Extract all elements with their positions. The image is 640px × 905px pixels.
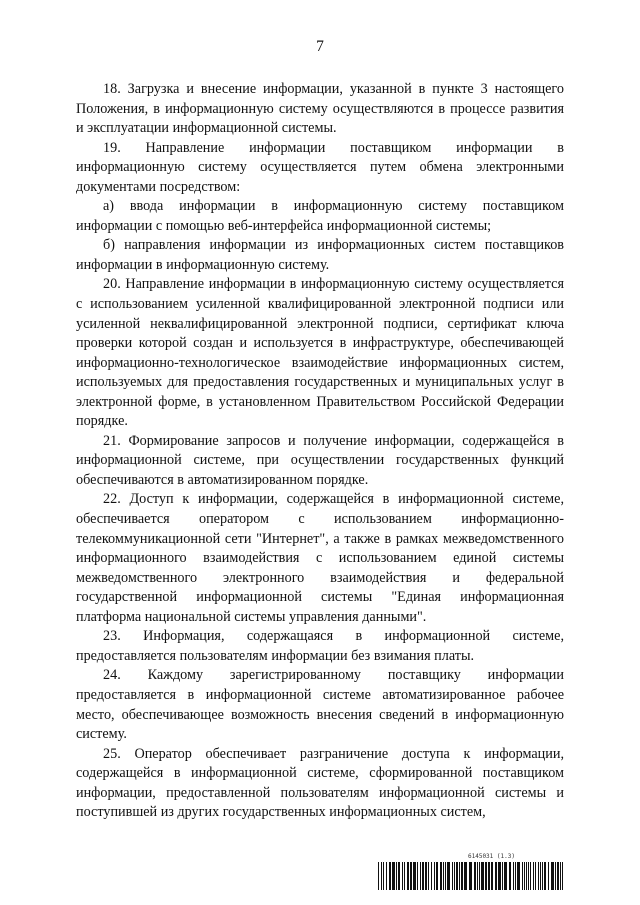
document-barcode <box>378 853 566 893</box>
document-body <box>76 80 564 823</box>
paragraph-19: 19. Направление информации поставщиком информации в информационную систему осуществляется путем обмена электронными документами посредством: <box>76 139 564 195</box>
paragraph-22: 22. Доступ к информации, содержащейся в информационной системе, обеспечивается оператором с использованием информационно-телекоммуникационной сети "Интернет", а также в рамках межведомственного информационного взаимодействия с использованием единой системы межведомственного электронного взаимодействия и федеральной государственной информационной системы "Единая информационная платформа национальной системы управления данными". <box>76 491 564 625</box>
paragraph-20: 20. Направление информации в информационную систему осуществляется с использованием усиленной квалифицированной электронной подписи или усиленной неквалифицированной электронной подписи, сертификат ключа проверки которой создан и используется в инфраструктуре, обеспечивающей информационно-технологическое взаимодействие информационных систем, используемых для предоставления государственных и муниципальных услуг в электронной форме, в установленном Правительством Российской Федерации порядке. <box>76 276 564 430</box>
paragraph-21: 21. Формирование запросов и получение информации, содержащейся в информационной системе, при осуществлении государственных функций обеспечиваются в автоматизированном порядке. <box>76 432 564 488</box>
paragraph-19-a: а) ввода информации в информационную систему поставщиком информации с помощью веб-интерфейса информационной системы; <box>76 198 564 234</box>
paragraph-24: 24. Каждому зарегистрированному поставщику информации предоставляется в информационной системе автоматизированное рабочее место, обеспечивающее возможность внесения сведений в информационную систему. <box>76 667 564 743</box>
barcode-label: 6145031 (1.3) <box>468 853 515 860</box>
paragraph-19-b: б) направления информации из информационных систем поставщиков информации в информационную систему. <box>76 237 564 273</box>
page-number: 7 <box>316 38 324 55</box>
paragraph-25: 25. Оператор обеспечивает разграничение доступа к информации, содержащейся в информационной системе, сформированной поставщиком информации, предоставленной пользователям информационной системы и поступившей из других государственных информационных систем, <box>76 745 564 821</box>
barcode-icon <box>378 862 566 890</box>
paragraph-18: 18. Загрузка и внесение информации, указанной в пункте 3 настоящего Положения, в информационную систему осуществляются в процессе развития и эксплуатации информационной системы. <box>76 81 564 137</box>
paragraph-23: 23. Информация, содержащаяся в информационной системе, предоставляется пользователям информации без взимания платы. <box>76 628 564 664</box>
